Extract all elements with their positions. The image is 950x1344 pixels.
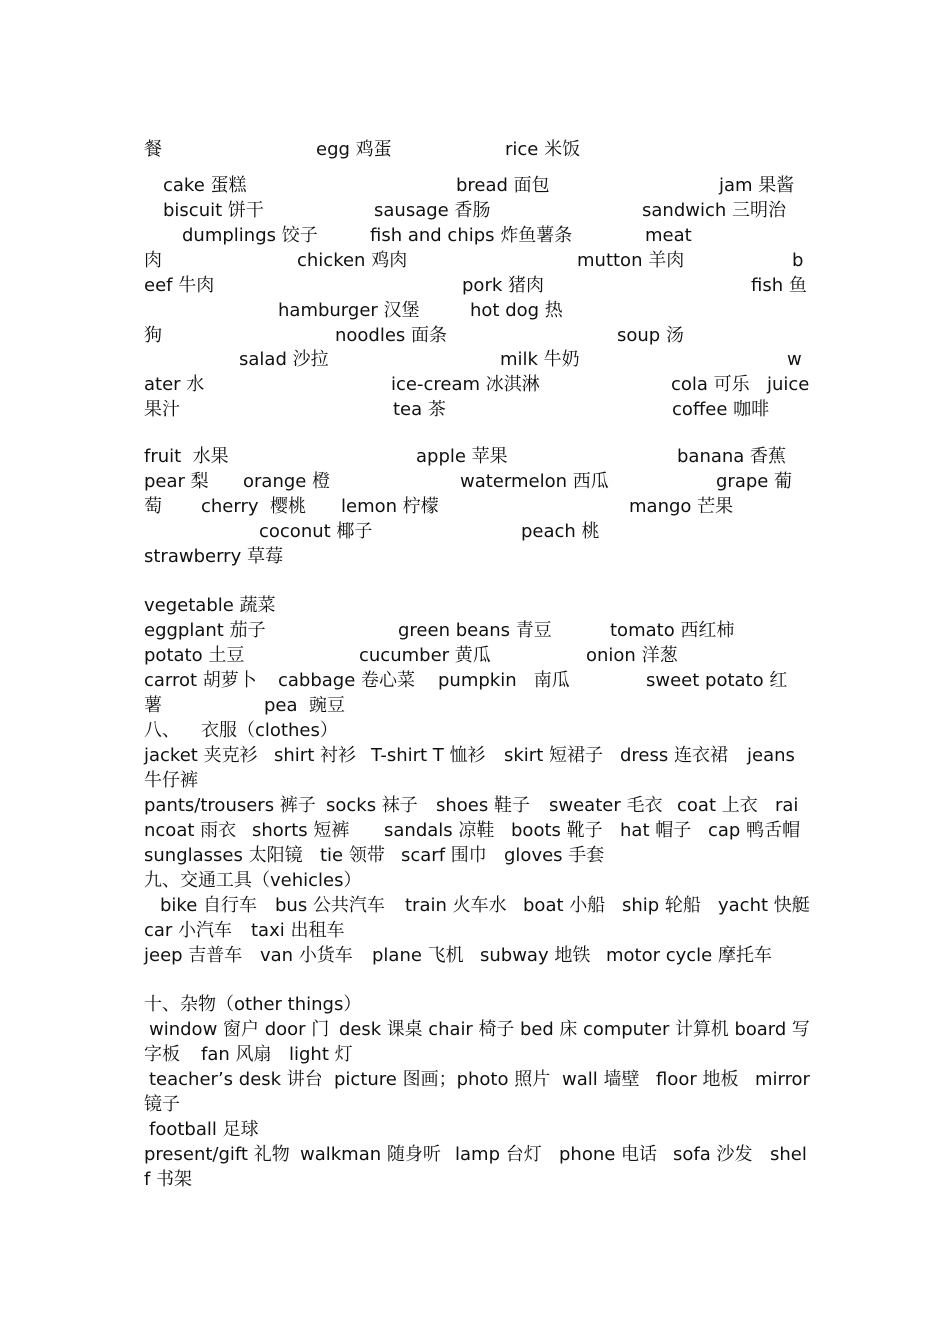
text-line (0, 373, 950, 397)
word-entry: 狗 (144, 325, 162, 346)
word-entry: fruit 水果 (144, 446, 229, 467)
word-entry: onion 洋葱 (586, 645, 678, 666)
text-line (0, 1043, 950, 1067)
word-entry: jeep 吉普车 (144, 945, 243, 966)
word-entry: meat (645, 225, 692, 246)
word-entry: lemon 柠檬 (341, 496, 439, 517)
word-entry: carrot 胡萝卜 (144, 670, 257, 691)
text-line (0, 1068, 950, 1092)
text-line (0, 644, 950, 668)
word-entry: peach 桃 (521, 521, 600, 542)
word-entry: hot dog 热 (470, 300, 563, 321)
section-heading: 九、交通工具（vehicles） (144, 870, 362, 891)
word-entry: coffee 咖啡 (672, 399, 770, 420)
word-entry: cucumber 黄瓜 (359, 645, 491, 666)
section-heading: 衣服（clothes） (201, 720, 338, 741)
text-line (0, 719, 950, 743)
word-entry: pants/trousers 裤子 (144, 795, 316, 816)
word-entry: biscuit 饼干 (163, 200, 264, 221)
word-entry: bus 公共汽车 (275, 895, 385, 916)
word-entry: jacket 夹克衫 (144, 745, 258, 766)
word-entry: pea 豌豆 (264, 695, 345, 716)
word-entry: juice (767, 374, 810, 395)
text-line (0, 299, 950, 323)
word-entry: shel (770, 1144, 807, 1165)
word-entry: gloves 手套 (504, 845, 605, 866)
word-entry: w (787, 349, 802, 370)
word-entry: potato 土豆 (144, 645, 245, 666)
text-line (0, 794, 950, 818)
word-entry: 餐 (144, 139, 162, 160)
word-entry: present/gift 礼物 (144, 1144, 290, 1165)
word-entry: shorts 短裤 (252, 820, 350, 841)
word-entry: jam 果酱 (719, 175, 795, 196)
text-line (0, 769, 950, 793)
word-entry: ater 水 (144, 374, 205, 395)
word-entry: subway 地铁 (480, 945, 591, 966)
text-line (0, 348, 950, 372)
section-number: 八、 (144, 720, 180, 741)
word-entry: teacher’s desk 讲台 (149, 1069, 323, 1090)
word-entry: hat 帽子 (620, 820, 692, 841)
word-entry: ship 轮船 (622, 895, 701, 916)
word-entry: sandals 凉鞋 (384, 820, 495, 841)
word-entry: soup 汤 (617, 325, 684, 346)
text-line (0, 398, 950, 422)
word-entry: dumplings 饺子 (182, 225, 318, 246)
word-entry: pork 猪肉 (462, 275, 544, 296)
text-line (0, 894, 950, 918)
word-entry: pear 梨 (144, 471, 209, 492)
word-entry: plane 飞机 (372, 945, 464, 966)
word-entry: fish and chips 炸鱼薯条 (370, 225, 573, 246)
word-entry: salad 沙拉 (239, 349, 329, 370)
word-entry: 萄 (144, 496, 162, 517)
word-entry: bread 面包 (456, 175, 550, 196)
word-entry: mutton 羊肉 (577, 250, 685, 271)
word-entry: banana 香蕉 (677, 446, 787, 467)
word-entry: 肉 (144, 250, 162, 271)
text-line (0, 520, 950, 544)
word-entry: taxi 出租车 (251, 920, 345, 941)
word-entry: fan 风扇 (201, 1044, 272, 1065)
word-entry: sweet potato 红 (646, 670, 788, 691)
word-entry: rice 米饭 (505, 139, 581, 160)
text-line (0, 1018, 950, 1042)
word-entry: window 窗户 door 门 (149, 1019, 330, 1040)
word-entry: lamp 台灯 (455, 1144, 542, 1165)
word-entry: dress 连衣裙 (620, 745, 728, 766)
word-entry: b (792, 250, 804, 271)
word-entry: eggplant 茄子 (144, 620, 266, 641)
text-line (0, 545, 950, 569)
word-entry: 果汁 (144, 399, 180, 420)
word-entry: walkman 随身听 (300, 1144, 441, 1165)
section-heading: vegetable 蔬菜 (144, 595, 276, 616)
word-entry: cherry 樱桃 (201, 496, 306, 517)
text-line (0, 1093, 950, 1117)
word-entry: cabbage 卷心菜 (278, 670, 416, 691)
word-entry: 牛仔裤 (144, 770, 198, 791)
text-line (0, 1143, 950, 1167)
text-line (0, 919, 950, 943)
word-entry: shirt 衬衫 (274, 745, 356, 766)
word-entry: coat 上衣 (677, 795, 758, 816)
word-entry: watermelon 西瓜 (460, 471, 609, 492)
text-line (0, 619, 950, 643)
word-entry: tie 领带 (320, 845, 385, 866)
word-entry: cake 蛋糕 (163, 175, 247, 196)
word-entry: milk 牛奶 (500, 349, 580, 370)
word-entry: van 小货车 (260, 945, 353, 966)
word-entry: cap 鸭舌帽 (708, 820, 801, 841)
word-entry: bike 自行车 (160, 895, 258, 916)
word-entry: chicken 鸡肉 (297, 250, 408, 271)
word-entry: jeans (747, 745, 795, 766)
word-entry: coconut 椰子 (259, 521, 373, 542)
text-line (0, 324, 950, 348)
word-entry: egg 鸡蛋 (316, 139, 392, 160)
word-entry: boat 小船 (523, 895, 606, 916)
text-line (0, 944, 950, 968)
word-entry: cola 可乐 (671, 374, 750, 395)
word-entry: light 灯 (289, 1044, 353, 1065)
word-entry: sofa 沙发 (673, 1144, 753, 1165)
word-entry: shoes 鞋子 (436, 795, 530, 816)
word-entry: sunglasses 太阳镜 (144, 845, 303, 866)
word-entry: tomato 西红柿 (610, 620, 735, 641)
word-entry: car 小汽车 (144, 920, 233, 941)
word-entry: orange 橙 (243, 471, 331, 492)
text-line (0, 844, 950, 868)
word-entry: socks 袜子 (326, 795, 418, 816)
text-line (0, 993, 950, 1017)
word-entry: noodles 面条 (335, 325, 448, 346)
text-line (0, 819, 950, 843)
word-entry: eef 牛肉 (144, 275, 215, 296)
word-entry: phone 电话 (559, 1144, 658, 1165)
word-entry: sausage 香肠 (374, 200, 491, 221)
text-line (0, 224, 950, 248)
text-line (0, 694, 950, 718)
word-entry: fish 鱼 (751, 275, 807, 296)
text-line (0, 470, 950, 494)
word-entry: pumpkin 南瓜 (438, 670, 570, 691)
word-entry: skirt 短裙子 (504, 745, 603, 766)
word-entry: scarf 围巾 (401, 845, 487, 866)
text-line (0, 174, 950, 198)
text-line (0, 138, 950, 162)
word-entry: football 足球 (149, 1119, 259, 1140)
text-line (0, 274, 950, 298)
word-entry: grape 葡 (716, 471, 793, 492)
section-heading: 十、杂物（other things） (144, 994, 362, 1015)
text-line (0, 1118, 950, 1142)
word-entry: desk 课桌 chair 椅子 bed 床 computer 计算机 board 写 (339, 1019, 810, 1040)
word-entry: motor cycle 摩托车 (606, 945, 772, 966)
word-entry: floor 地板 (656, 1069, 739, 1090)
word-entry: mirror (755, 1069, 810, 1090)
word-entry: apple 苹果 (416, 446, 508, 467)
text-line (0, 445, 950, 469)
text-line (0, 249, 950, 273)
word-entry: mango 芒果 (629, 496, 734, 517)
word-entry: ice-cream 冰淇淋 (391, 374, 540, 395)
text-line (0, 199, 950, 223)
word-entry: strawberry 草莓 (144, 546, 283, 567)
text-line (0, 1168, 950, 1192)
word-entry: sweater 毛衣 (549, 795, 663, 816)
text-line (0, 495, 950, 519)
word-entry: sandwich 三明治 (642, 200, 786, 221)
word-entry: tea 茶 (393, 399, 446, 420)
word-entry: boots 靴子 (511, 820, 603, 841)
word-entry: 字板 (144, 1044, 180, 1065)
word-entry: train 火车水 (405, 895, 507, 916)
word-entry: hamburger 汉堡 (278, 300, 420, 321)
word-entry: green beans 青豆 (398, 620, 552, 641)
word-entry: wall 墙壁 (562, 1069, 640, 1090)
word-entry: T-shirt T 恤衫 (371, 745, 486, 766)
word-entry: yacht 快艇 (718, 895, 810, 916)
word-entry: 镜子 (144, 1094, 180, 1115)
word-entry: 薯 (144, 695, 162, 716)
text-line (0, 869, 950, 893)
word-entry: f 书架 (144, 1169, 193, 1190)
text-line (0, 594, 950, 618)
text-line (0, 744, 950, 768)
word-entry: ncoat 雨衣 (144, 820, 237, 841)
text-line (0, 669, 950, 693)
word-entry: rai (775, 795, 799, 816)
word-entry: picture 图画；photo 照片 (334, 1069, 551, 1090)
